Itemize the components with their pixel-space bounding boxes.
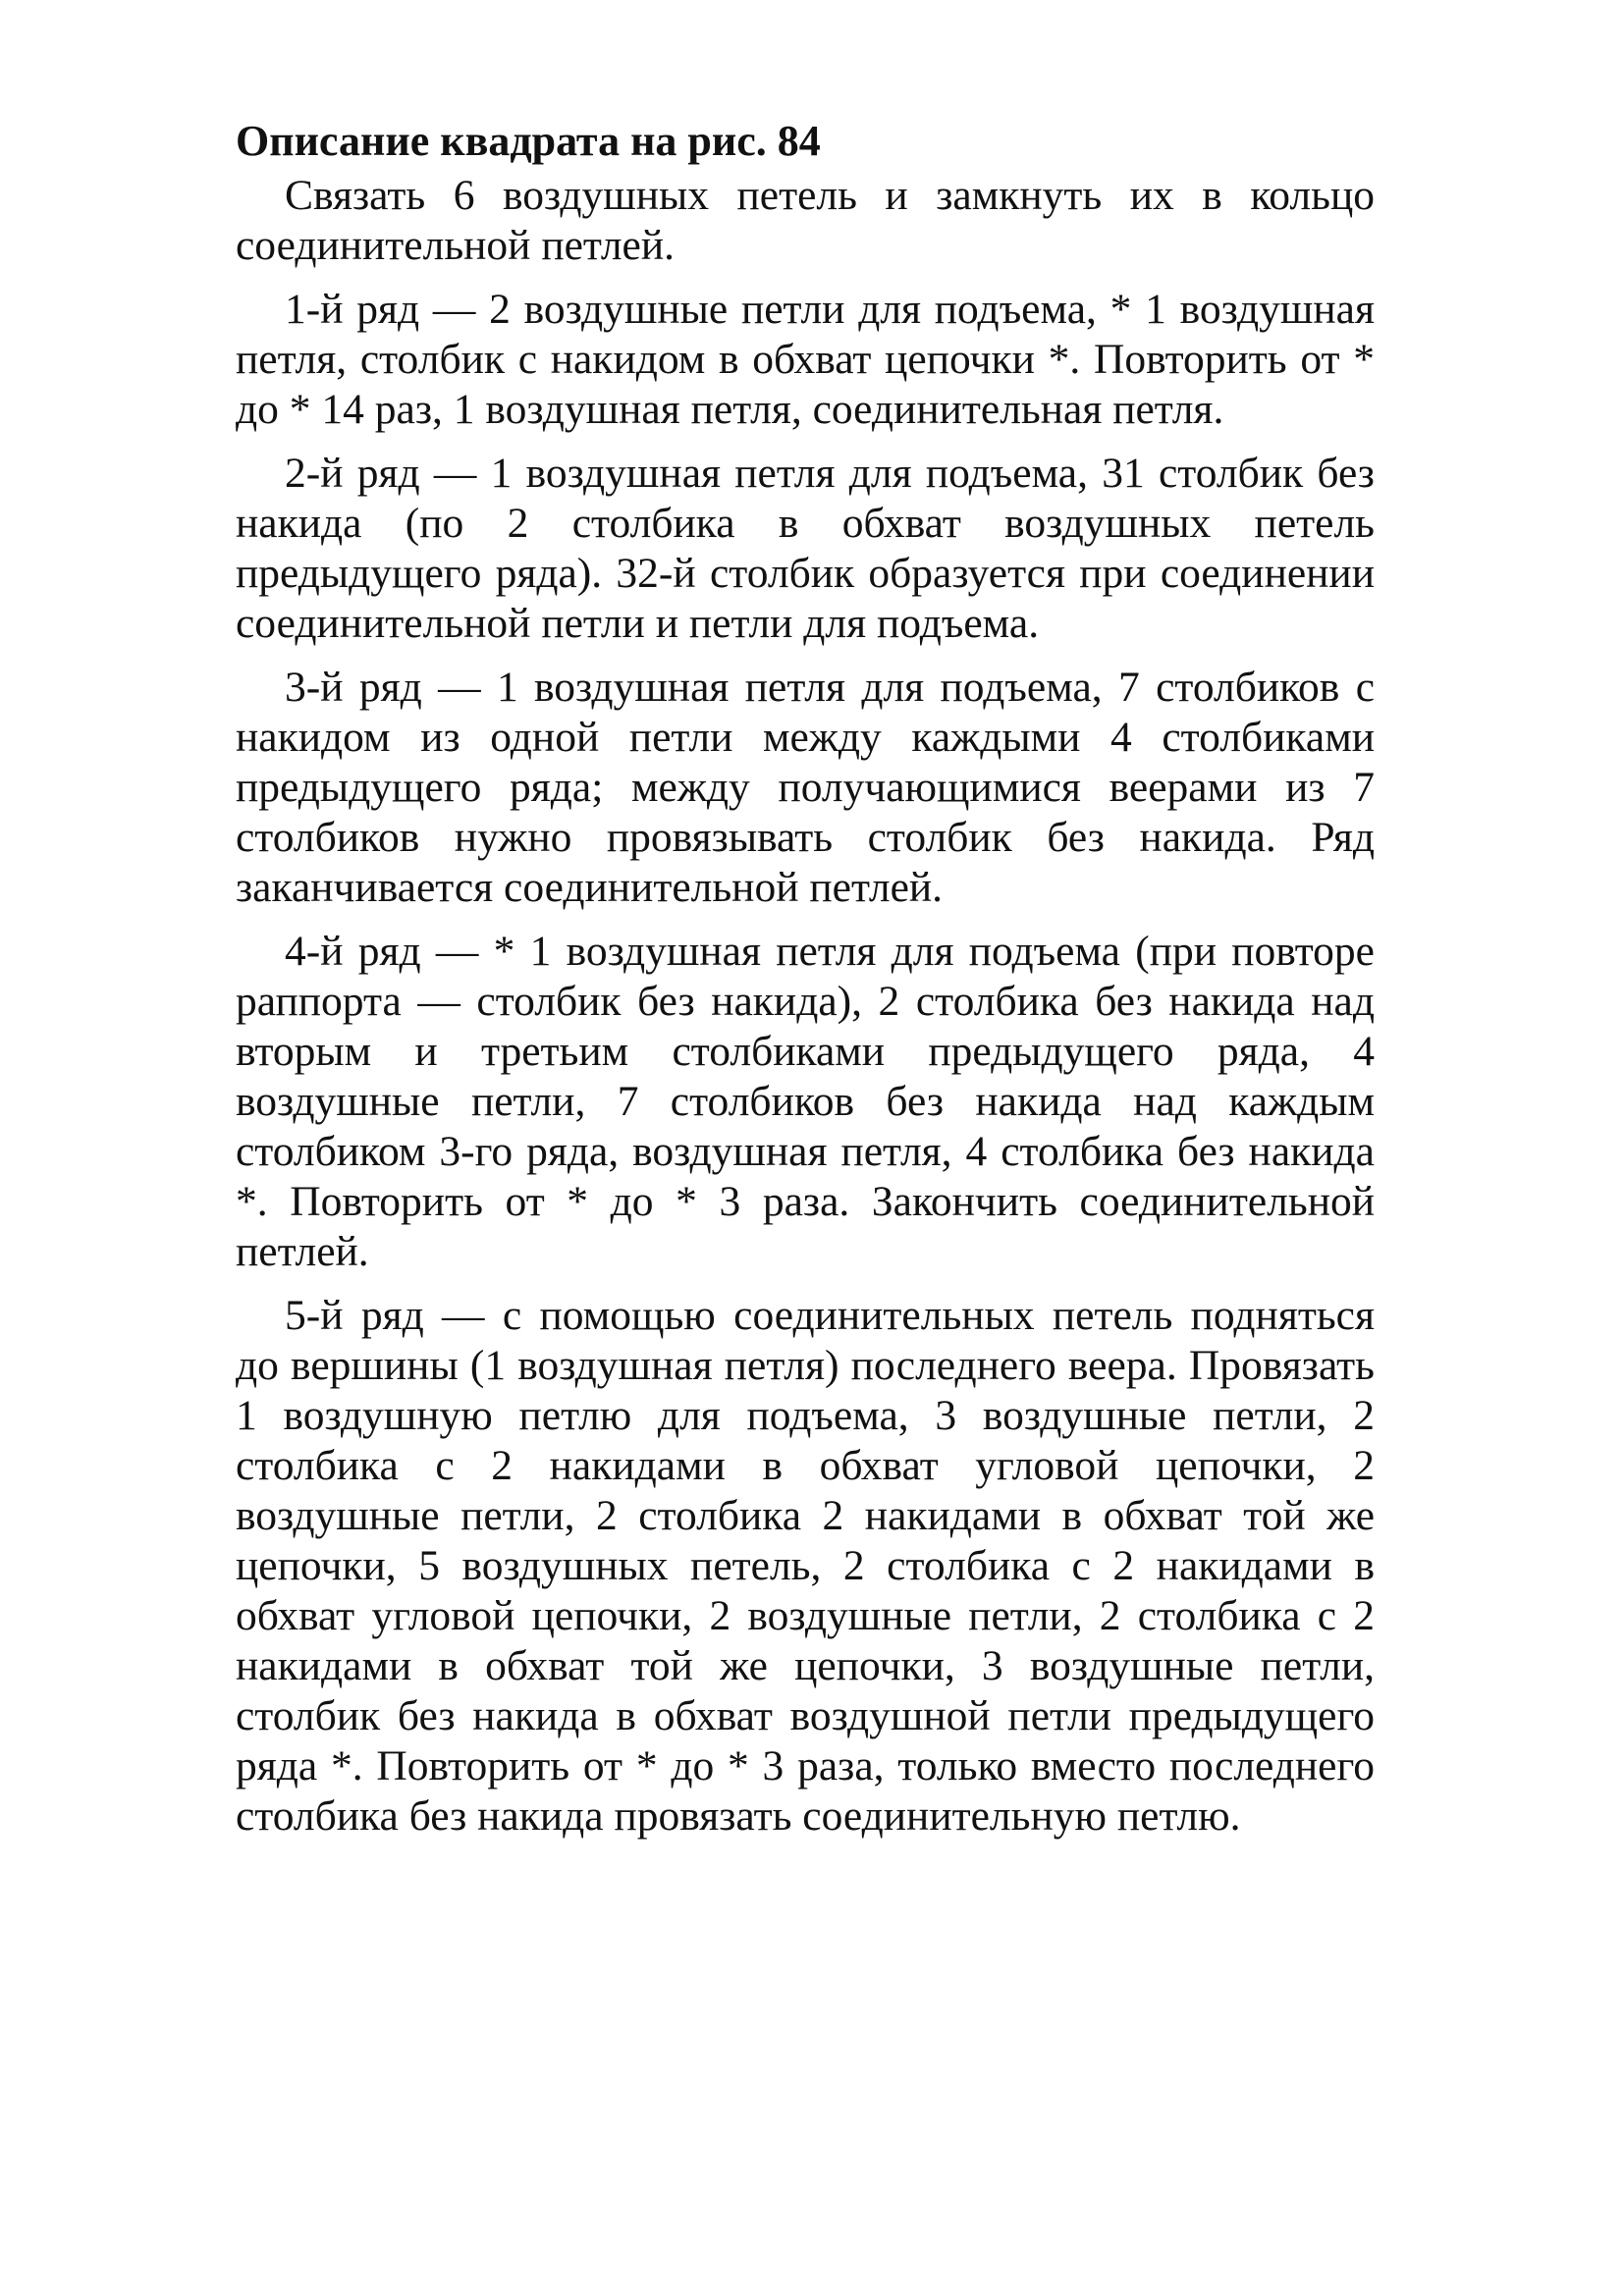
paragraph-row-3: 3-й ряд — 1 воздушная петля для подъема, 7 столбиков с накидом из одной петли между каждыми 4 столбиками предыдущего ряда; между получающимися веерами из 7 столбиков нужно провязывать столбик без накида. Ряд заканчивается соединительной петлей. <box>236 664 1375 911</box>
paragraph-row-1: 1-й ряд — 2 воздушные петли для подъема, * 1 воздушная петля, столбик с накидом в обхват цепочки *. Повторить от * до * 14 раз, 1 воздушная петля, соединительная петля. <box>236 286 1375 433</box>
paragraph-row-2: 2-й ряд — 1 воздушная петля для подъема, 31 столбик без накида (по 2 столбика в обхват воздушных петель предыдущего ряда). 32-й столбик образуется при соединении соединительной петли и петли для подъема. <box>236 450 1375 647</box>
paragraph-row-4: 4-й ряд — * 1 воздушная петля для подъема (при повторе раппорта — столбик без накида), 2 столбика без накида над вторым и третьим столбиками предыдущего ряда, 4 воздушные петли, 7 столбиков без накида над каждым столбиком 3-го ряда, воздушная петля, 4 столбика без накида *. Повторить от * до * 3 раза. Закончить соединительной петлей. <box>236 928 1375 1275</box>
document-page <box>236 116 1375 1855</box>
paragraph-row-5: 5-й ряд — с помощью соединительных петель подняться до вершины (1 воздушная петля) последнего веера. Провязать 1 воздушную петлю для подъема, 3 воздушные петли, 2 столбика с 2 накидами в обхват угловой цепочки, 2 воздушные петли, 2 столбика 2 накидами в обхват той же цепочки, 5 воздушных петель, 2 столбика с 2 накидами в обхват угловой цепочки, 2 воздушные петли, 2 столбика с 2 накидами в обхват той же цепочки, 3 воздушные петли, столбик без накида в обхват воздушной петли предыдущего ряда *. Повторить от * до * 3 раза, только вместо последнего столбика без накида провязать соединительную петлю. <box>236 1292 1375 1840</box>
document-heading: Описание квадрата на рис. 84 <box>236 117 821 165</box>
paragraph-intro: Связать 6 воздушных петель и замкнуть их в кольцо соединительной петлей. <box>236 172 1375 269</box>
